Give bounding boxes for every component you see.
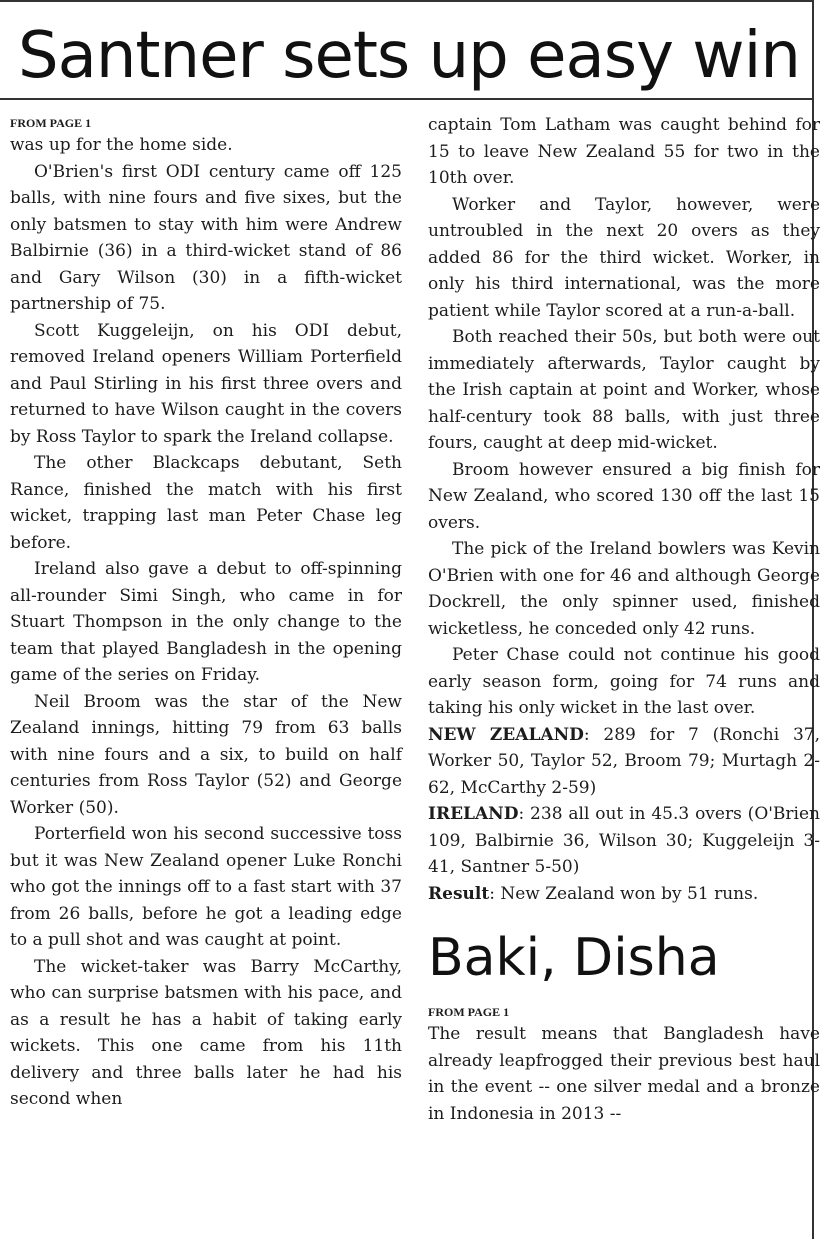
paragraph: Both reached their 50s, but both were out immediately afterwards, Taylor caught by the Irish captain at point and Worker, whose half-century took 88 balls, with just three fours, caught at deep mid-wicket. [428,327,820,453]
left-column [10,112,402,1113]
scorecard-ireland [428,801,820,881]
headline: Santner sets up easy win [18,19,800,93]
scorecard-new-zealand [428,722,820,802]
team-name: NEW ZEALAND [428,724,584,745]
result-label: Result [428,883,490,904]
paragraph: Neil Broom was the star of the New Zealand innings, hitting 79 from 63 balls with nine fours and a six, to build on half centuries from Ross Taylor (52) and George Worker (50). [10,691,402,818]
top-border [0,0,813,2]
right-column [428,112,820,1127]
score-detail: : 289 for 7 (Ronchi 37, Worker 50, Taylor 52, Broom 79; Murtagh 2-62, McCarthy 2-59) [428,724,820,798]
second-story-kicker: FROM PAGE 1 [428,1005,510,1019]
paragraph: Porterfield won his second successive toss but it was New Zealand opener Luke Ronchi who got the innings off to a fast start with 37 from 26 balls, before he got a leading edge to a pull shot and was caught at point. [10,824,402,950]
second-story-paragraph: The result means that Bangladesh have already leapfrogged their previous best haul in the event -- one silver medal and a bronze in Indonesia in 2013 -- [428,1024,820,1124]
paragraph: Ireland also gave a debut to off-spinning all-rounder Simi Singh, who came in for Stuart Thompson in the only change to the team that played Bangladesh in the opening game of the series on Friday. [10,559,402,685]
headline-rule [0,98,813,100]
second-story-headline: Baki, Disha [428,928,720,988]
paragraph: was up for the home side. [10,135,233,155]
paragraph: The pick of the Ireland bowlers was Kevin O'Brien with one for 46 and although George Dockrell, the only spinner used, finished wicketless, he conceded only 42 runs. [428,539,820,639]
paragraph: Peter Chase could not continue his good early season form, going for 74 runs and taking his only wicket in the last over. [428,645,820,718]
paragraph: O'Brien's first ODI century came off 125 balls, with nine fours and five sixes, but the only batsmen to stay with him were Andrew Balbirnie (36) in a third-wicket stand of 86 and Gary Wilson (30) in a fifth-wicket partnership of 75. [10,161,402,314]
paragraph: The other Blackcaps debutant, Seth Rance, finished the match with his first wicket, trapping last man Peter Chase leg before. [10,453,402,553]
paragraph: Scott Kuggeleijn, on his ODI debut, removed Ireland openers William Porterfield and Paul Stirling in his first three overs and returned to have Wilson caught in the covers by Ross Taylor to spark the Ireland collapse. [10,320,402,447]
result-text: : New Zealand won by 51 runs. [489,883,759,904]
paragraph: The wicket-taker was Barry McCarthy, who can surprise batsmen with his pace, and as a result he has a habit of taking early wickets. This one came from his 11th delivery and three balls later he had his second when [10,956,402,1109]
team-name: IRELAND [428,804,519,824]
paragraph: Broom however ensured a big finish for New Zealand, who scored 130 off the last 15 overs. [428,459,820,533]
from-page-kicker: FROM PAGE 1 [10,116,92,130]
match-result [428,881,820,908]
paragraph: captain Tom Latham was caught behind for 15 to leave New Zealand 55 for two in the 10th over. [428,115,820,188]
paragraph: Worker and Taylor, however, were untroubled in the next 20 overs as they added 86 for the third wicket. Worker, in only his third international, was the more patient while Taylor scored at a run-a-ball. [428,194,820,321]
score-detail: : 238 all out in 45.3 overs (O'Brien 109, Balbirnie 36, Wilson 30; Kuggeleijn 3-41, Santner 5-50) [428,804,820,877]
